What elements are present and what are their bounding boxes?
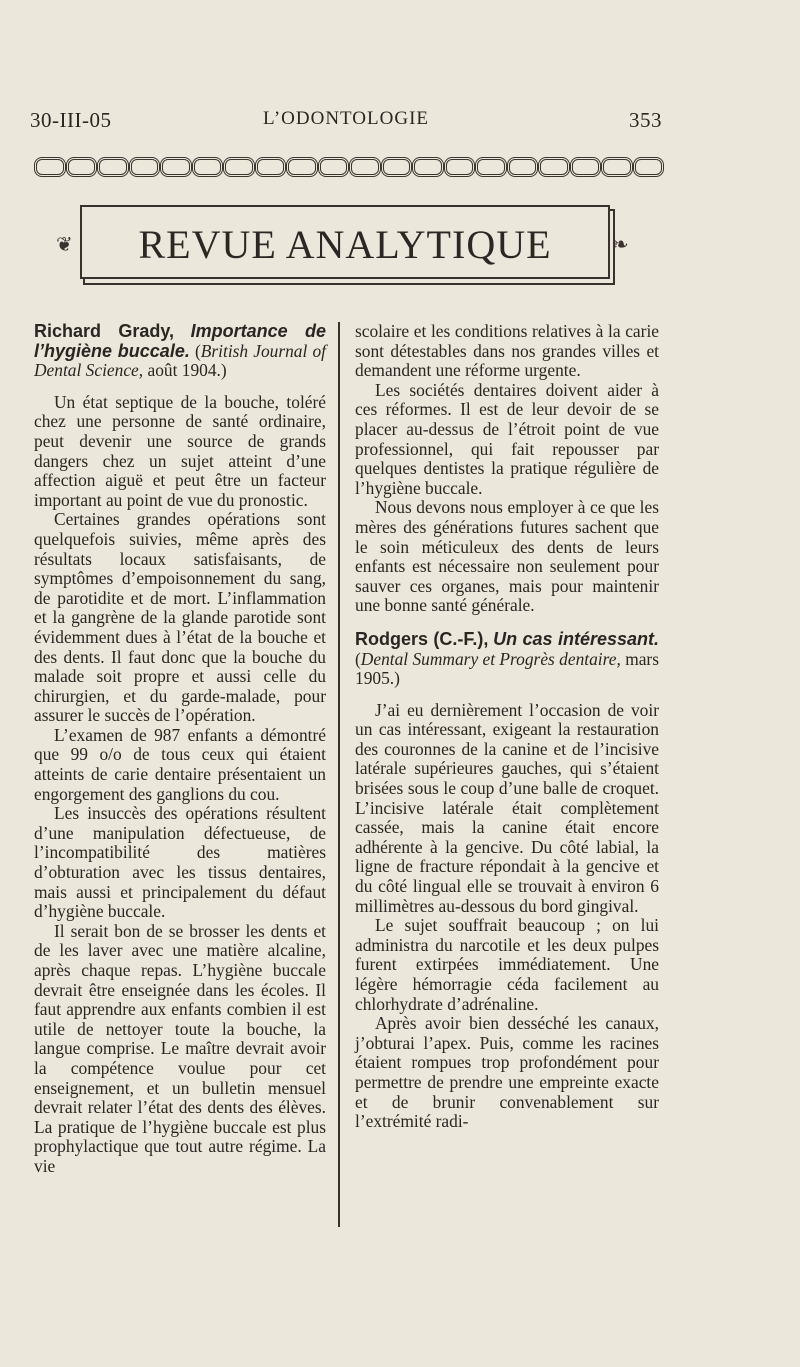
- article-source: British Journal of Dental Science,: [34, 340, 326, 381]
- paragraph: Après avoir bien desséché les canaux, j’obturai l’apex. Puis, comme les racines étaient rompues trop profondément pour permettre de prendre une empreinte exacte et de brunir convenablement sur l’extrémité radi-: [355, 1013, 659, 1132]
- knot-ornament: [160, 157, 192, 177]
- paragraph: Les insuccès des opérations résultent d’une manipulation défectueuse, de l’incompatibilité des matières d’obturation avec les tissus dentaires, mais aussi et principalement du défaut d’hygiène buccale.: [34, 803, 326, 922]
- section-title: REVUE ANALYTIQUE: [138, 222, 552, 267]
- knot-ornament: [475, 157, 507, 177]
- page-number: 353: [629, 108, 662, 132]
- knot-ornament: [129, 157, 161, 177]
- knot-ornament: [444, 157, 476, 177]
- fleuron-right-icon: ❧: [612, 234, 629, 256]
- column-divider: [338, 322, 340, 1227]
- paragraph-continued: scolaire et les conditions relatives à la carie sont détestables dans nos grandes villes et demandent une réforme urgente.: [355, 321, 659, 381]
- knot-ornament: [570, 157, 602, 177]
- knot-ornament: [318, 157, 350, 177]
- right-column: [355, 322, 659, 1132]
- header-date: 30-III-05: [30, 108, 112, 132]
- left-column: [34, 322, 326, 1177]
- paragraph: J’ai eu dernièrement l’occasion de voir un cas intéressant, exigeant la restauration des couronnes de la canine et de l’incisive latérale supérieures gauches, qui s’étaient brisées sous le coup d’une balle de croquet. L’incisive latérale était complètement cassée, mais la canine était encore adhérente à la gencive. Du côté labial, la ligne de fracture répondait à la gencive et du côté lingual elle se trouvait à environ 6 millimètres au-dessous du bord gingival.: [355, 699, 659, 916]
- paragraph: Nous devons nous employer à ce que les mères des générations futures sachent que le soin méticuleux des dents de leurs enfants est nécessaire non seulement pour sauver ces organes, mais pour maintenir une bonne santé générale.: [355, 497, 659, 616]
- knot-ornament: [538, 157, 570, 177]
- article-author: Rodgers (C.-F.),: [355, 628, 489, 649]
- paragraph: Les sociétés dentaires doivent aider à ces réformes. Il est de leur devoir de se placer au-dessus de l’étroit point de vue professionnel, qui fait repousser par quelques dentistes la pratique régulière de l’hygiène buccale.: [355, 379, 659, 498]
- paragraph: L’examen de 987 enfants a démontré que 99 o/o de tous ceux qui étaient atteints de carie dentaire présentaient un engorgement des ganglions du cou.: [34, 724, 326, 804]
- article-source: Dental Summary et Progrès dentaire,: [360, 648, 621, 669]
- knot-ornament: [601, 157, 633, 177]
- running-header: [30, 108, 662, 138]
- knot-ornament: [286, 157, 318, 177]
- knot-ornament: [412, 157, 444, 177]
- article-source-date: août 1904.): [147, 360, 227, 381]
- knot-ornament: [255, 157, 287, 177]
- paragraph: Un état septique de la bouche, toléré chez une personne de santé ordinaire, peut devenir une source de grands dangers chez un sujet atteint d’une affection aiguë et peut être un facteur important au point de vue du pronostic.: [34, 391, 326, 510]
- knot-ornament: [66, 157, 98, 177]
- knot-ornament: [349, 157, 381, 177]
- paragraph: Il serait bon de se brosser les dents et de les laver avec une matière alcaline, après chaque repas. L’hygiène buccale devrait être enseignée dans les écoles. Il faut apprendre aux enfants combien il est utile de nettoyer toute la bouche, la langue comprise. Le maître devrait avoir la compétence voulue pour cet enseignement, et un bulletin mensuel devrait relater l’état des dents des élèves. La pratique de l’hygiène buccale est plus prophylactique que tout autre régime. La vie: [34, 920, 326, 1176]
- knot-ornament: [192, 157, 224, 177]
- knot-ornament: [97, 157, 129, 177]
- article-author: Richard Grady,: [34, 321, 175, 341]
- article-title: Un cas intéressant.: [493, 628, 659, 649]
- section-title-box: [80, 205, 610, 279]
- article-source-date: mars 1905.): [355, 648, 659, 689]
- ornamental-border: [34, 155, 664, 179]
- source-paren: (: [355, 648, 361, 669]
- paragraph: Le sujet souffrait beaucoup ; on lui administra du narcotile et les deux pulpes furent extirpées immédiatement. Une légère hémorragie céda facilement au chlorhydrate d’adrénaline.: [355, 915, 659, 1014]
- knot-ornament: [381, 157, 413, 177]
- article-title: Importance de l’hygiène buccale.: [34, 321, 326, 361]
- knot-ornament: [34, 157, 66, 177]
- knot-ornament: [223, 157, 255, 177]
- header-journal-title: L’ODONTOLOGIE: [262, 108, 430, 129]
- article-heading: [355, 630, 659, 689]
- paragraph: Certaines grandes opérations sont quelquefois suivies, même après des résultats locaux satisfaisants, de symptômes d’empoisonnement du sang, de parotidite et de mort. L’inflammation et la gangrène de la glande parotide sont évidemment dues à l’état de la bouche et des dents. Il faut donc que la bouche du malade soit propre et aussi celle du chirurgien, et du garde-malade, pour assurer le succès de l’opération.: [34, 509, 326, 726]
- article-heading: [34, 322, 326, 381]
- knot-ornament: [633, 157, 665, 177]
- source-paren: (: [194, 340, 201, 361]
- fleuron-left-icon: ❦: [56, 234, 73, 256]
- knot-ornament: [507, 157, 539, 177]
